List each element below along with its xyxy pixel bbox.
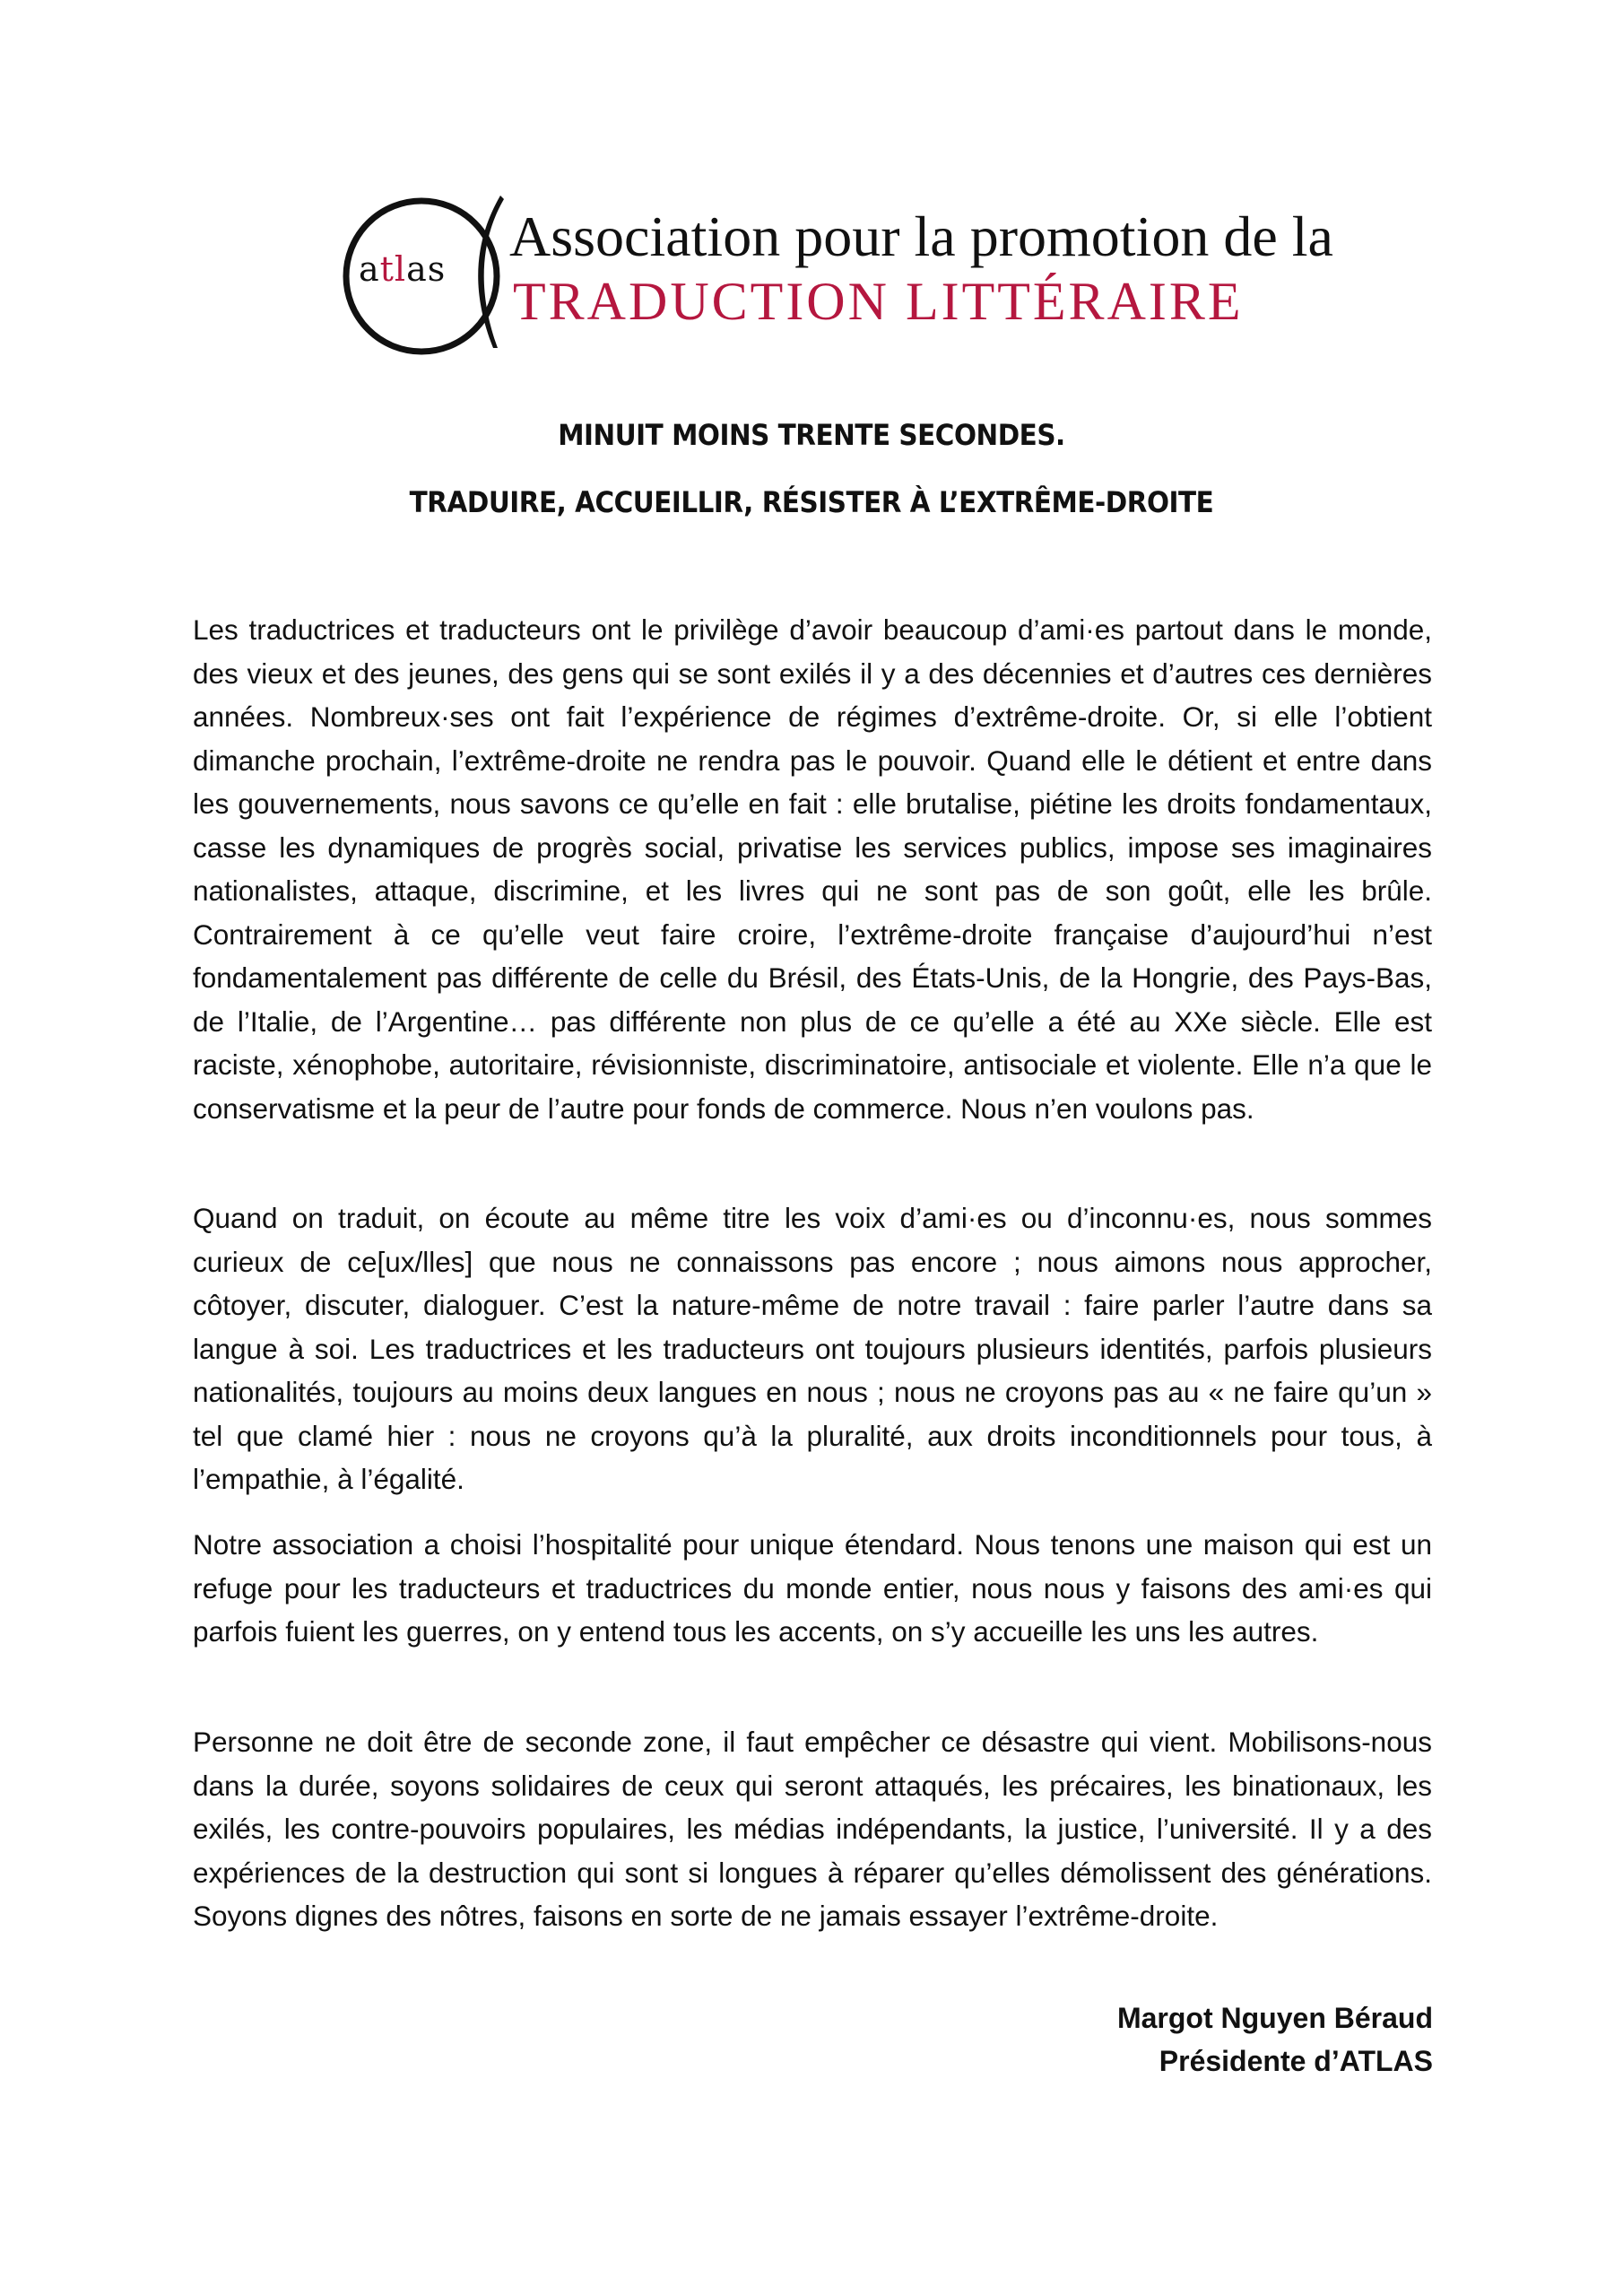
signature-block — [1117, 1996, 1433, 2083]
signature-role: Présidente d’ATLAS — [1159, 2045, 1433, 2077]
body-paragraph-1: Les traductrices et traducteurs ont le privilège d’avoir beaucoup d’ami·es partout dans le monde, des vieux et des jeunes, des gens qui se sont exilés il y a des décennies et d’autres ces dernières années. Nombreux·ses ont fait l’expérience de régimes d’extrême-droite. Or, si elle l’obtient dimanche prochain, l’extrême-droite ne rendra pas le pouvoir. Quand elle le détient et entre dans les gouvernements, nous savons ce qu’elle en fait : elle brutalise, piétine les droits fondamentaux, casse les dynamiques de progrès social, privatise les services publics, impose ses imaginaires nationalistes, attaque, discrimine, et les livres qui ne sont pas de son goût, elle les brûle. Contrairement à ce qu’elle veut faire croire, l’extrême-droite française d’aujourd’hui n’est fondamentalement pas différente de celle du Brésil, des États-Unis, de la Hongrie, des Pays-Bas, de l’Italie, de l’Argentine… pas différente non plus de ce qu’elle a été au XXe siècle. Elle est raciste, xénophobe, autoritaire, révisionniste, discriminatoire, antisociale et violente. Elle n’a que le conservatisme et la peur de l’autre pour fonds de commerce. Nous n’en voulons pas. — [193, 613, 1432, 1125]
document-title-line2: TRADUIRE, ACCUEILLIR, RÉSISTER À L’EXTRÊME-DROITE — [409, 485, 1214, 519]
body-paragraph-4: Personne ne doit être de seconde zone, il faut empêcher ce désastre qui vient. Mobilisons-nous dans la durée, soyons solidaires de ceux qui seront attaqués, les précaires, les binationaux, les exilés, les contre-pouvoirs populaires, les médias indépendants, la justice, l’université. Il y a des expériences de la destruction qui sont si longues à réparer qu’elles démolissent des générations. Soyons dignes des nôtres, faisons en sorte de ne jamais essayer l’extrême-droite. — [193, 1726, 1432, 1932]
document-title-line1: MINUIT MOINS TRENTE SECONDES. — [558, 418, 1065, 452]
body-paragraph-3: Notre association a choisi l’hospitalité pour unique étendard. Nous tenons une maison qui est un refuge pour les traducteurs et traductrices du monde entier, nous nous y faisons des ami·es qui parfois fuient les guerres, on y entend tous les accents, on s’y accueille les uns les autres. — [193, 1528, 1432, 1648]
logo-word-part-accent: tl — [379, 249, 407, 289]
logo-tagline-line1: Association pour la promotion de la — [509, 204, 1333, 268]
logo-word-part: as — [406, 249, 447, 289]
atlas-logo — [334, 187, 1333, 357]
logo-word-part: a — [359, 249, 380, 289]
logo-wordmark — [359, 249, 446, 289]
logo-tagline-line2: TRADUCTION LITTÉRAIRE — [513, 272, 1244, 331]
body-paragraph-2: Quand on traduit, on écoute au même titre les voix d’ami·es ou d’inconnu·es, nous sommes curieux de ce[ux/lles] que nous ne connaissons pas encore ; nous aimons nous approcher, côtoyer, discuter, dialoguer. C’est la nature-même de notre travail : faire parler l’autre dans sa langue à soi. Les traductrices et les traducteurs ont toujours plusieurs identités, parfois plusieurs nationalités, toujours au moins deux langues en nous ; nous ne croyons pas au « ne faire qu’un » tel que clamé hier : nous ne croyons qu’à la pluralité, aux droits inconditionnels pour tous, à l’empathie, à l’égalité. — [193, 1202, 1432, 1495]
signature-name: Margot Nguyen Béraud — [1116, 2002, 1433, 2034]
